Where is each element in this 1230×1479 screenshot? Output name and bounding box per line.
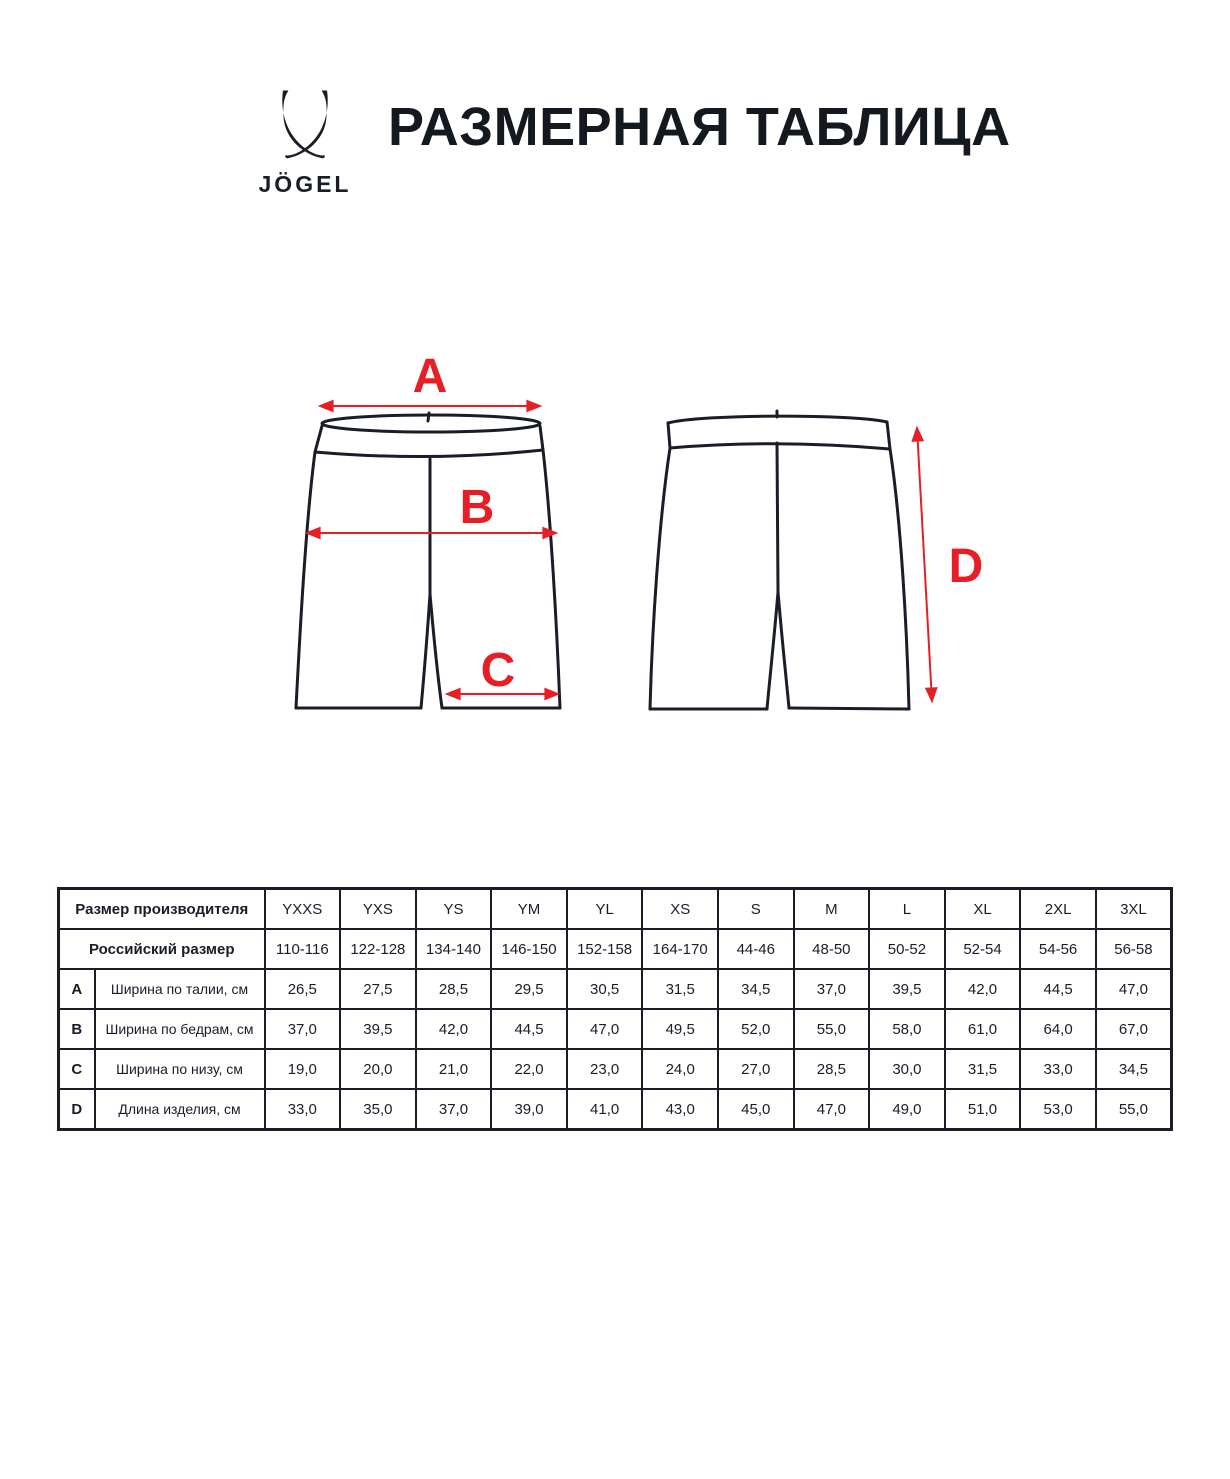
measurement-value-cell: 55,0 — [1096, 1089, 1172, 1130]
size-code-cell: XS — [642, 889, 718, 930]
measurement-value-cell: 37,0 — [265, 1009, 341, 1049]
measurement-value-cell: 47,0 — [794, 1089, 870, 1130]
russian-size-cell: 48-50 — [794, 929, 870, 969]
measurement-value-cell: 53,0 — [1020, 1089, 1096, 1130]
measurement-value-cell: 29,5 — [491, 969, 567, 1009]
size-code-cell: YS — [416, 889, 492, 930]
russian-size-cell: 56-58 — [1096, 929, 1172, 969]
measurement-value-cell: 24,0 — [642, 1049, 718, 1089]
measurement-value-cell: 30,0 — [869, 1049, 945, 1089]
measurement-value-cell: 23,0 — [567, 1049, 643, 1089]
measurement-value-cell: 58,0 — [869, 1009, 945, 1049]
page-title: РАЗМЕРНАЯ ТАБЛИЦА — [388, 97, 1011, 157]
size-code-cell: YL — [567, 889, 643, 930]
dim-label-d: D — [948, 540, 984, 593]
russian-size-cell: 164-170 — [642, 929, 718, 969]
russian-size-cell: 134-140 — [416, 929, 492, 969]
measurement-value-cell: 49,0 — [869, 1089, 945, 1130]
size-code-cell: XL — [945, 889, 1021, 930]
brand-wordmark: JÖGEL — [258, 171, 352, 197]
russian-size-cell: 110-116 — [265, 929, 341, 969]
russian-size-cell: 152-158 — [567, 929, 643, 969]
russian-size-cell: 50-52 — [869, 929, 945, 969]
dim-label-a: A — [412, 350, 448, 403]
measurement-value-cell: 34,5 — [1096, 1049, 1172, 1089]
measurement-value-cell: 39,0 — [491, 1089, 567, 1130]
measurement-value-cell: 35,0 — [340, 1089, 416, 1130]
measurement-value-cell: 31,5 — [642, 969, 718, 1009]
shorts-diagrams — [0, 340, 1230, 770]
measurement-value-cell: 28,5 — [794, 1049, 870, 1089]
measurement-value-cell: 27,0 — [718, 1049, 794, 1089]
measurement-value-cell: 61,0 — [945, 1009, 1021, 1049]
measurement-value-cell: 52,0 — [718, 1009, 794, 1049]
measurement-value-cell: 37,0 — [794, 969, 870, 1009]
size-code-cell: 2XL — [1020, 889, 1096, 930]
measurement-value-cell: 42,0 — [416, 1009, 492, 1049]
measurement-value-cell: 44,5 — [491, 1009, 567, 1049]
measurement-value-cell: 34,5 — [718, 969, 794, 1009]
russian-size-row — [59, 929, 1172, 969]
measurement-value-cell: 45,0 — [718, 1089, 794, 1130]
dim-label-c: C — [480, 644, 516, 697]
measurement-value-cell: 28,5 — [416, 969, 492, 1009]
shorts-back-view — [650, 411, 909, 709]
measurement-value-cell: 22,0 — [491, 1049, 567, 1089]
measurement-value-cell: 39,5 — [340, 1009, 416, 1049]
measurement-value-cell: 21,0 — [416, 1049, 492, 1089]
measurement-letter: A — [59, 969, 95, 1009]
dim-label-b: B — [459, 481, 495, 534]
russian-size-cell: 52-54 — [945, 929, 1021, 969]
brand-logo — [253, 88, 357, 198]
dimension-arrows — [307, 406, 932, 701]
measurement-letter: B — [59, 1009, 95, 1049]
measurement-value-cell: 33,0 — [265, 1089, 341, 1130]
manufacturer-size-row — [59, 889, 1172, 930]
size-code-cell: YM — [491, 889, 567, 930]
size-code-cell: YXXS — [265, 889, 341, 930]
manufacturer-size-label: Размер производителя — [59, 889, 265, 930]
measurement-value-cell: 47,0 — [567, 1009, 643, 1049]
size-table-body — [59, 889, 1172, 1130]
jogel-logo-icon — [274, 88, 336, 162]
size-code-cell: S — [718, 889, 794, 930]
measurement-value-cell: 42,0 — [945, 969, 1021, 1009]
measurement-row-c — [59, 1049, 1172, 1089]
measurement-value-cell: 27,5 — [340, 969, 416, 1009]
measurement-value-cell: 30,5 — [567, 969, 643, 1009]
measurement-row-b — [59, 1009, 1172, 1049]
measurement-value-cell: 55,0 — [794, 1009, 870, 1049]
measurement-letter: C — [59, 1049, 95, 1089]
size-code-cell: M — [794, 889, 870, 930]
measurement-value-cell: 20,0 — [340, 1049, 416, 1089]
measurement-value-cell: 19,0 — [265, 1049, 341, 1089]
russian-size-cell: 54-56 — [1020, 929, 1096, 969]
measurement-label: Ширина по талии, см — [95, 969, 265, 1009]
dim-arrow-d — [917, 428, 932, 701]
measurement-value-cell: 26,5 — [265, 969, 341, 1009]
measurement-label: Ширина по бедрам, см — [95, 1009, 265, 1049]
measurement-value-cell: 31,5 — [945, 1049, 1021, 1089]
russian-size-cell: 44-46 — [718, 929, 794, 969]
size-code-cell: 3XL — [1096, 889, 1172, 930]
measurement-value-cell: 47,0 — [1096, 969, 1172, 1009]
measurement-label: Длина изделия, см — [95, 1089, 265, 1130]
measurement-value-cell: 49,5 — [642, 1009, 718, 1049]
measurement-row-a — [59, 969, 1172, 1009]
size-table — [57, 887, 1173, 1131]
measurement-letter: D — [59, 1089, 95, 1130]
measurement-value-cell: 37,0 — [416, 1089, 492, 1130]
russian-size-label: Российский размер — [59, 929, 265, 969]
measurement-value-cell: 39,5 — [869, 969, 945, 1009]
russian-size-cell: 122-128 — [340, 929, 416, 969]
russian-size-cell: 146-150 — [491, 929, 567, 969]
measurement-value-cell: 67,0 — [1096, 1009, 1172, 1049]
size-code-cell: YXS — [340, 889, 416, 930]
measurement-value-cell: 41,0 — [567, 1089, 643, 1130]
measurement-value-cell: 44,5 — [1020, 969, 1096, 1009]
size-code-cell: L — [869, 889, 945, 930]
measurement-label: Ширина по низу, см — [95, 1049, 265, 1089]
measurement-value-cell: 43,0 — [642, 1089, 718, 1130]
measurement-row-d — [59, 1089, 1172, 1130]
shorts-front-view — [296, 413, 560, 708]
measurement-value-cell: 33,0 — [1020, 1049, 1096, 1089]
measurement-value-cell: 64,0 — [1020, 1009, 1096, 1049]
measurement-value-cell: 51,0 — [945, 1089, 1021, 1130]
